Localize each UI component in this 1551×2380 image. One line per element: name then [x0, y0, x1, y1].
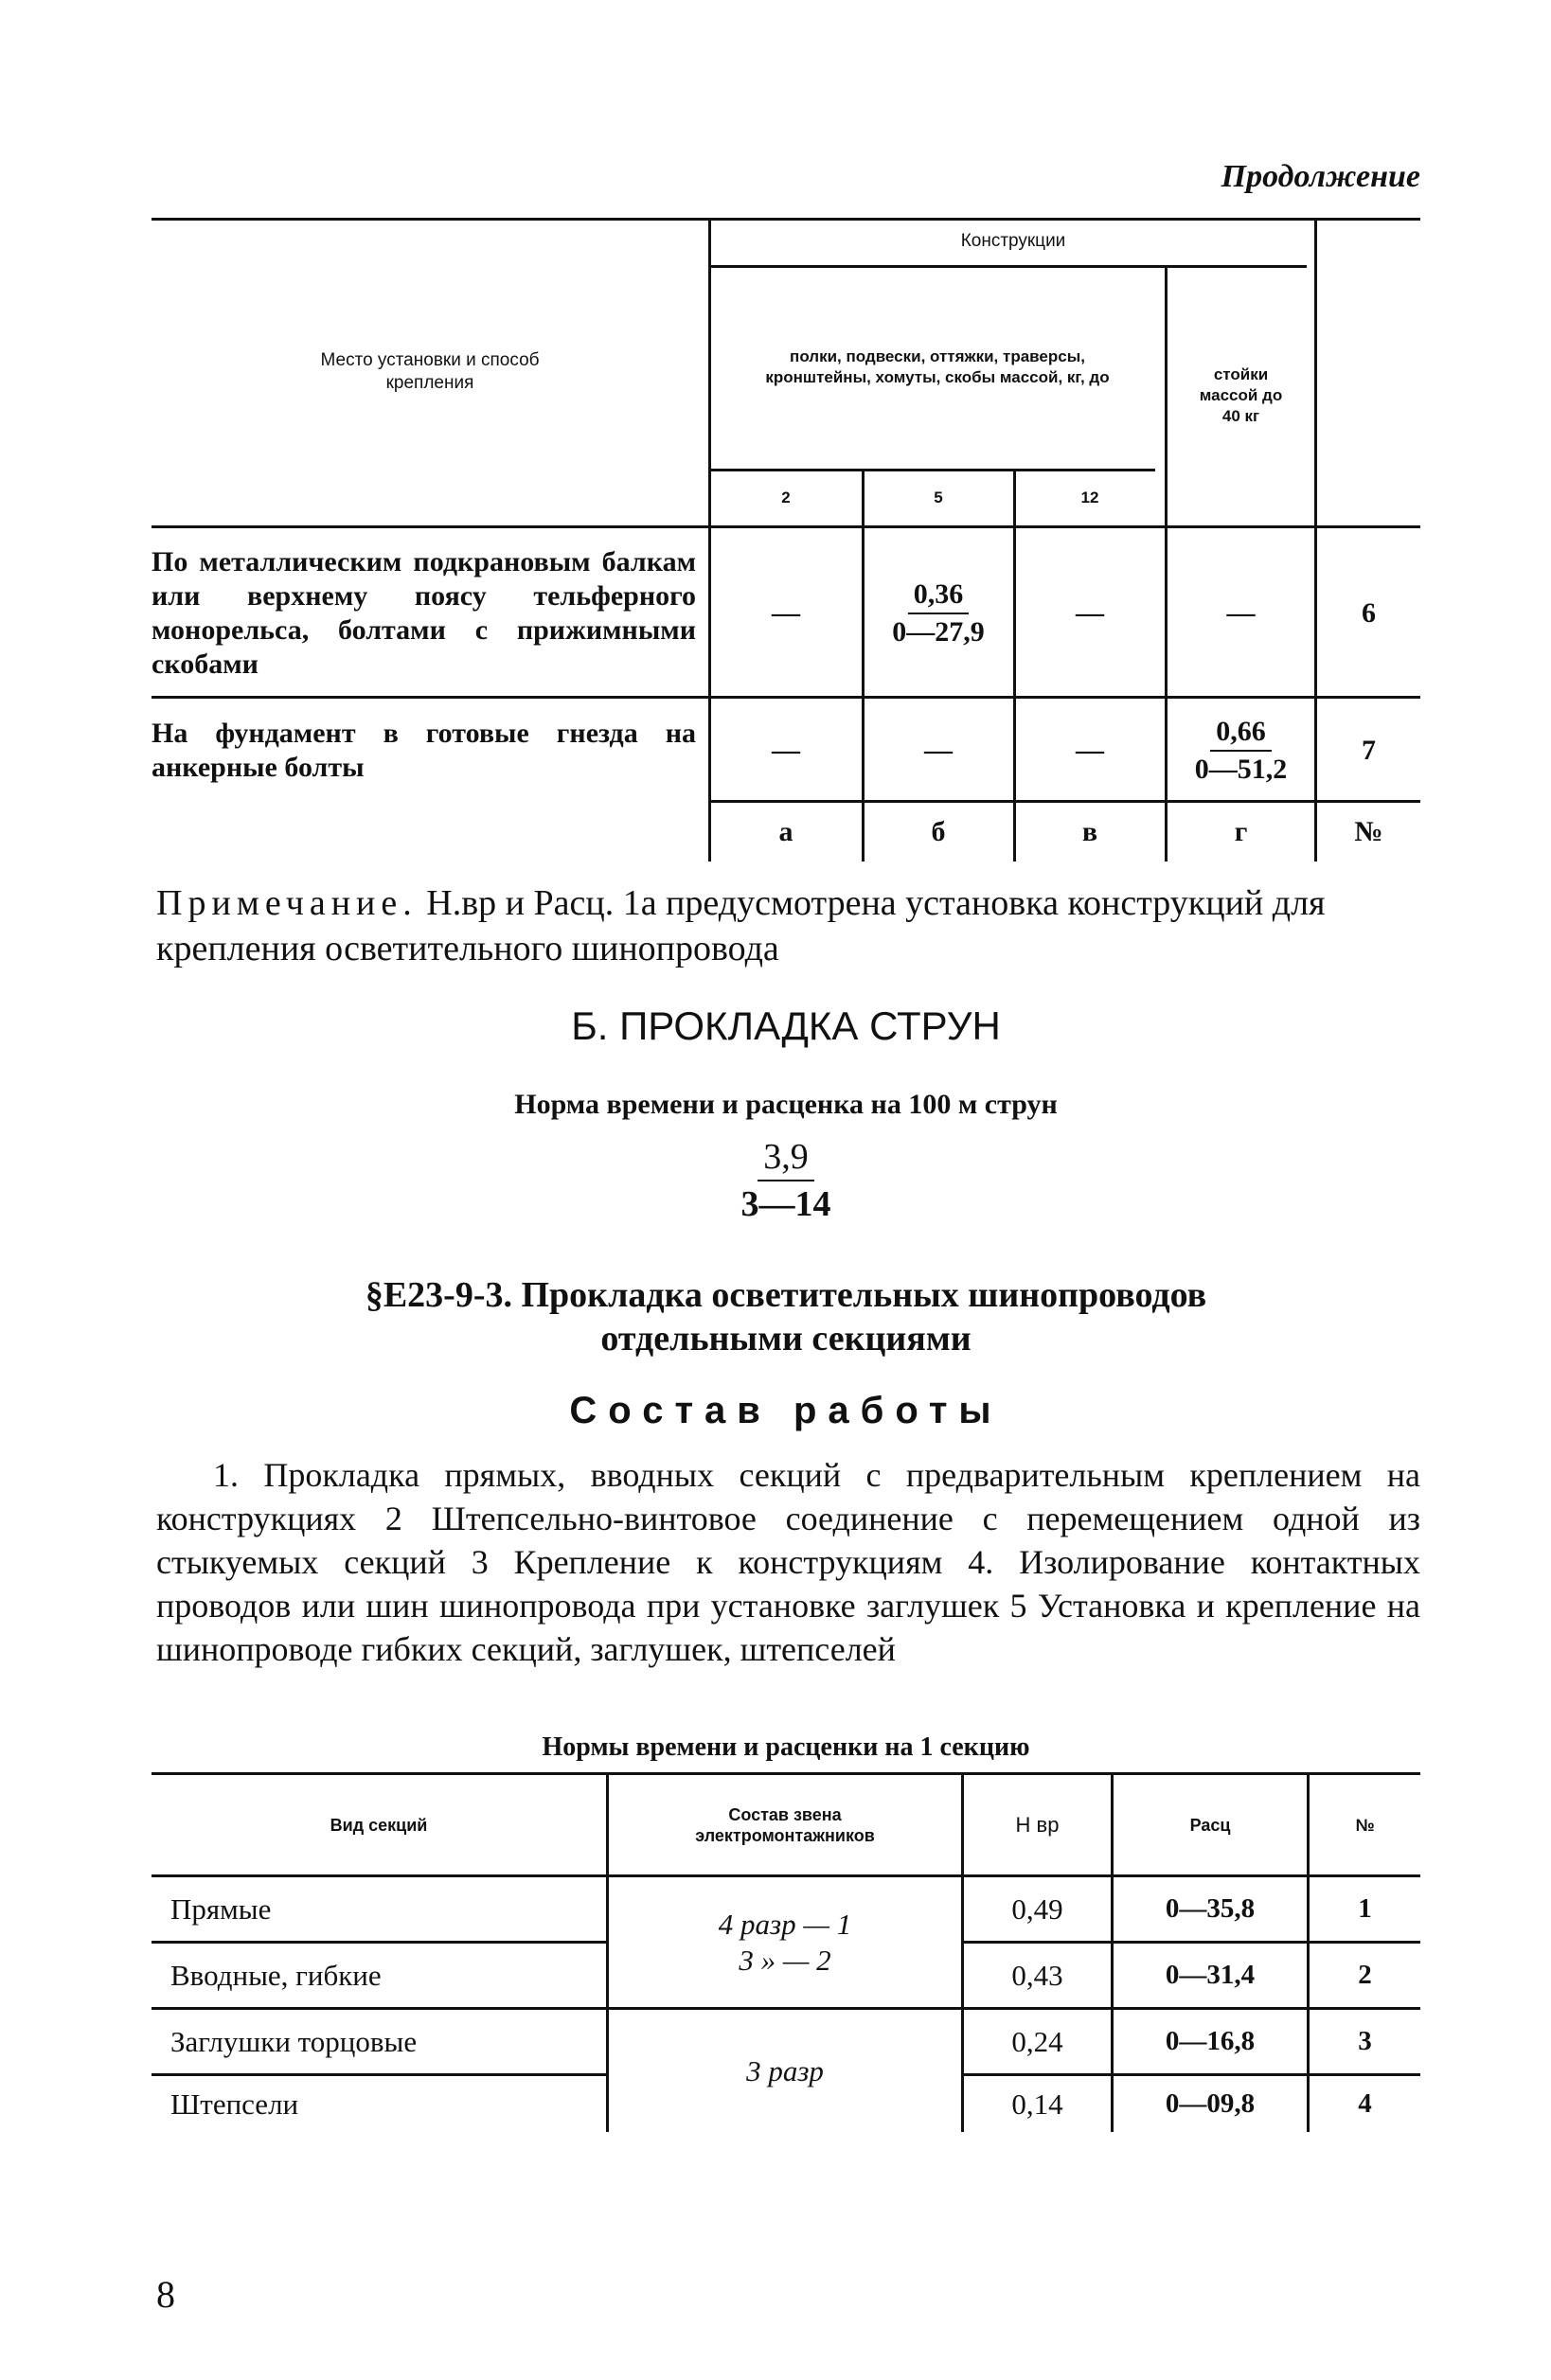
header-place: Место установки и способ крепления — [320, 349, 540, 393]
header-mass-12: 12 — [1080, 488, 1099, 506]
table-row-2-rate: 0—31,4 — [1165, 1960, 1256, 1990]
row2-col-g-num: 0,66 — [1210, 716, 1272, 752]
note-label: Примечание. — [156, 883, 418, 923]
table-row-1-number: 1 — [1358, 1893, 1372, 1924]
header-crew: Состав звена электромонтажников — [695, 1804, 875, 1845]
table-row-3-rate: 0—16,8 — [1165, 2026, 1256, 2056]
note — [156, 880, 1425, 971]
table-row-1-hvr: 0,49 — [1011, 1892, 1063, 1926]
section-b-heading: Б. ПРОКЛАДКА СТРУН — [571, 1004, 1001, 1048]
row1-col-a: — — [772, 596, 800, 629]
row2-col-v: — — [1076, 734, 1104, 766]
footer-a: а — [778, 816, 793, 847]
table-row-2-number: 2 — [1358, 1960, 1372, 1990]
constructions-table — [152, 213, 1420, 861]
crew1-line1: 4 разр — 1 — [718, 1907, 852, 1941]
row2-place: На фундамент в готовые гнезда на анкерные болты — [152, 717, 696, 783]
table-row-4-hvr: 0,14 — [1011, 2087, 1063, 2121]
header-section-type: Вид секций — [330, 1815, 428, 1835]
norms-table — [152, 1772, 1420, 2132]
footer-g: г — [1234, 816, 1248, 847]
table-row-3-hvr: 0,24 — [1011, 2024, 1063, 2058]
table-row-2-type: Вводные, гибкие — [170, 1958, 382, 1992]
header-constructions: Конструкции — [960, 231, 1066, 251]
row1-col-v: — — [1076, 596, 1104, 629]
crew1-line2: 3 » — 2 — [739, 1943, 831, 1977]
header-mass-5: 5 — [934, 488, 943, 506]
table-row-3-number: 3 — [1358, 2026, 1372, 2056]
row2-col-b: — — [924, 734, 953, 766]
footer-number: № — [1354, 816, 1383, 847]
footer-b: б — [931, 816, 946, 847]
row2-col-g-fraction — [1195, 716, 1288, 786]
norms-table-title: Нормы времени и расценки на 1 секцию — [542, 1732, 1030, 1762]
row2-col-a: — — [772, 734, 800, 766]
row1-number: 6 — [1362, 596, 1376, 629]
section-title-line1: §Е23-9-3. Прокладка осветительных шинопроводов — [365, 1275, 1207, 1315]
norm-fraction — [152, 1136, 1420, 1225]
norm-line: Норма времени и расценка на 100 м струн — [514, 1089, 1058, 1120]
section-title-line2: отдельными секциями — [600, 1319, 972, 1359]
composition-title: Состав работы — [569, 1390, 1003, 1431]
row2-col-g-den: 0—51,2 — [1194, 753, 1288, 785]
crew2: 3 разр — [746, 2053, 824, 2087]
header-hvr: Н вр — [1015, 1812, 1060, 1837]
header-shelves: полки, подвески, оттяжки, траверсы, кронштейны, хомуты, скобы массой, кг, до — [765, 346, 1110, 386]
table-row-1-rate: 0—35,8 — [1165, 1893, 1256, 1924]
row1-col-b-den: 0—27,9 — [892, 615, 985, 648]
header-number: № — [1355, 1815, 1375, 1835]
continuation-label: Продолжение — [1221, 159, 1420, 194]
header-rate: Расц — [1189, 1815, 1231, 1835]
table-row-3-type: Заглушки торцовые — [170, 2024, 418, 2058]
note-text: Н.вр и Расц. 1а предусмотрена установка конструкций для крепления осветительного шинопровода — [156, 883, 1326, 968]
row1-col-g: — — [1226, 596, 1256, 629]
header-mass-2: 2 — [781, 488, 791, 506]
table-row-4-number: 4 — [1358, 2088, 1372, 2119]
table-row-1-type: Прямые — [170, 1892, 272, 1926]
norm-denominator: 3—14 — [740, 1184, 831, 1224]
row2-number: 7 — [1362, 734, 1376, 766]
table-row-4-rate: 0—09,8 — [1165, 2088, 1256, 2119]
row1-col-b-num: 0,36 — [908, 578, 970, 614]
page-number: 8 — [156, 2273, 175, 2316]
work-description: 1. Прокладка прямых, вводных секций с предварительным креплением на конструкциях 2 Штепсельно-винтовое соединение с перемещением одной из стыкуемых секций 3 Крепление к конструкциям 4. Изолирование контактных проводов или шин шинопровода при установке заглушек 5 Установка и крепление на шинопроводе гибких секций, заглушек, штепселей — [156, 1456, 1420, 1668]
row1-place: По металлическим подкрановым балкам или верхнему поясу тельферного монорельса, болтами с прижимными скобами — [152, 545, 696, 680]
header-racks: стойки массой до 40 кг — [1199, 364, 1283, 425]
section-title — [152, 1273, 1420, 1360]
footer-v: в — [1081, 816, 1098, 847]
table-row-4-type: Штепсели — [170, 2087, 299, 2121]
row1-col-b-fraction — [892, 578, 985, 648]
table-row-2-hvr: 0,43 — [1011, 1958, 1063, 1992]
norm-numerator: 3,9 — [758, 1136, 814, 1181]
